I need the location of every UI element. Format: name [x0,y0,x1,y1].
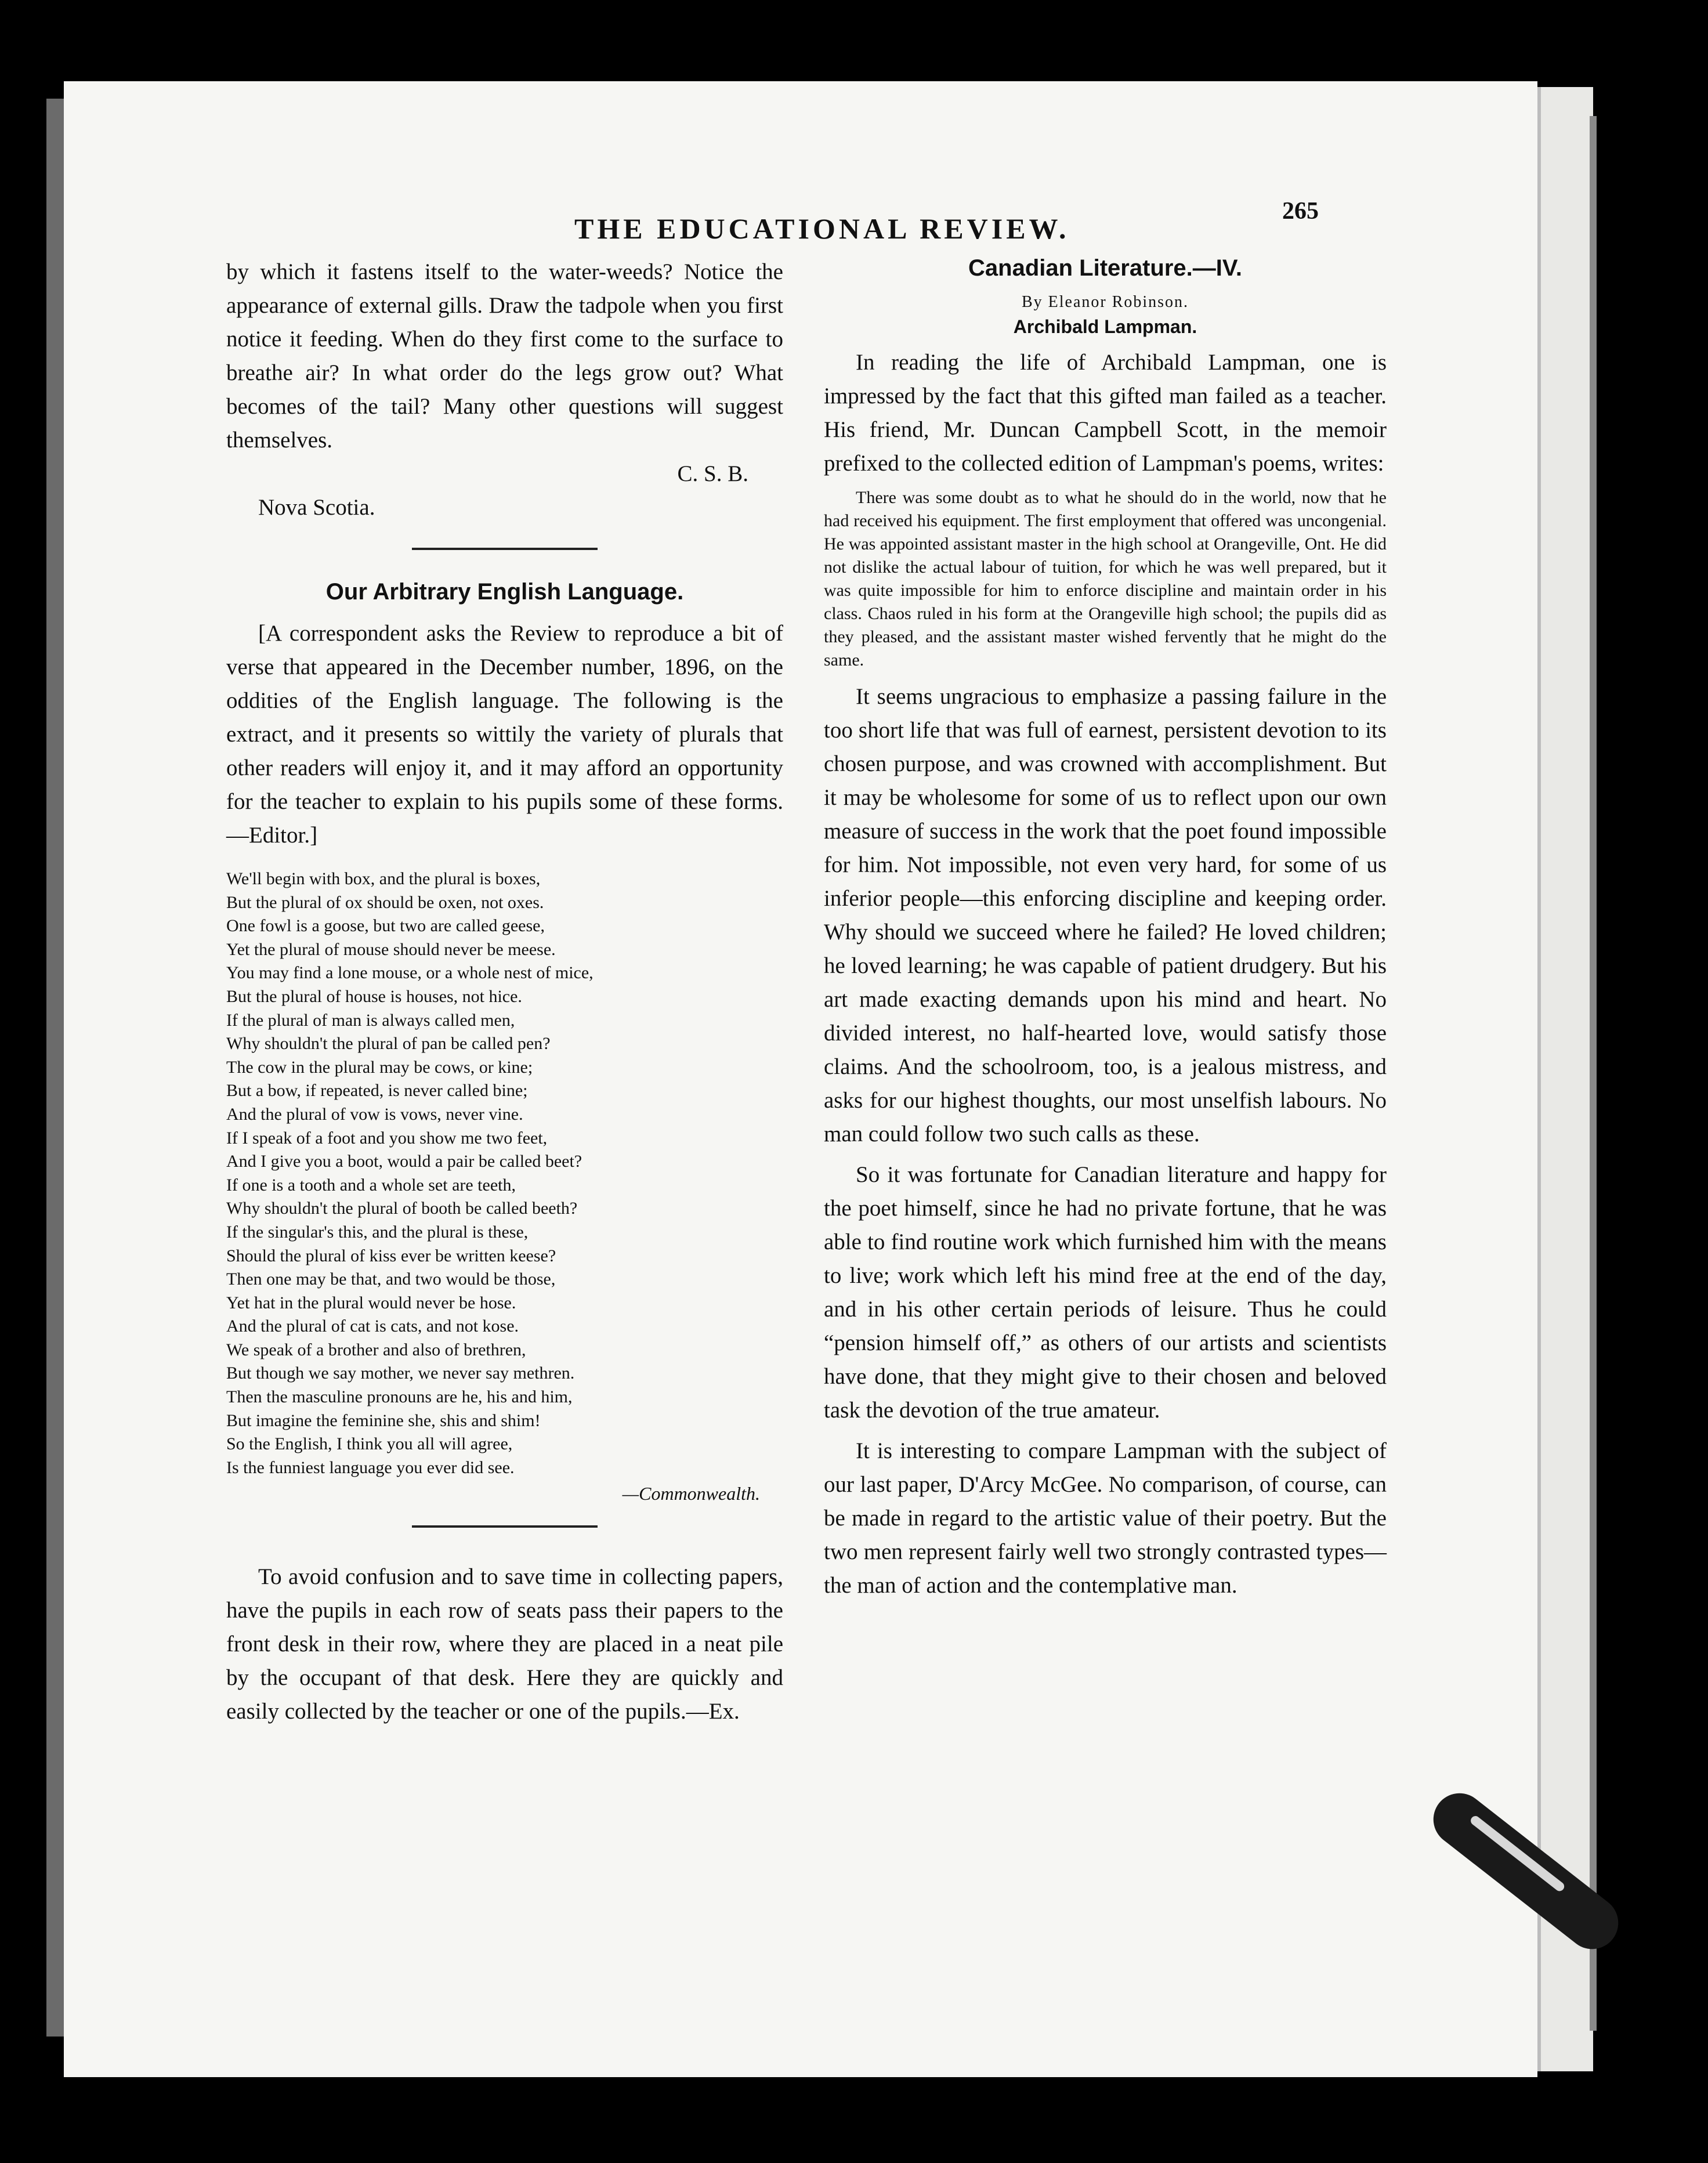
page-number: 265 [1282,198,1319,225]
poem-line: Is the funniest language you ever did see. [226,1457,515,1477]
byline: By Eleanor Robinson. [1021,293,1189,311]
article-title-canadian-literature: Canadian Literature.—IV. [968,255,1242,281]
poem-line: But though we say mother, we never say methren. [226,1363,575,1383]
paragraph-1: In reading the life of Archibald Lampman, one is impressed by the fact that this gifted man failed as a teacher. His friend, Mr. Duncan Campbell Scott, in the memoir prefixed to the collected edition of Lampman's poems, writes: [824,350,1387,476]
poem [226,867,783,1480]
poem-line: Then one may be that, and two would be those, [226,1269,556,1289]
editor-note: [A correspondent asks the Review to reproduce a bit of verse that appeared in the December number, 1896, on the oddities of the English language. The following is the extract, and it presents so wittily the variety of plurals that other readers will enjoy it, and it may afford an opportunity for the teacher to explain to his pupils some of these forms. —Editor.] [226,621,783,848]
signature: C. S. B. [677,461,748,486]
poem-line: Should the plural of kiss ever be written keese? [226,1246,556,1265]
poem-line: If the singular's this, and the plural is these, [226,1222,529,1242]
article-subtitle: Archibald Lampman. [1013,316,1197,337]
poem-line: Yet the plural of mouse should never be meese. [226,939,556,959]
poem-line: Why shouldn't the plural of booth be called beeth? [226,1199,578,1218]
poem-line: The cow in the plural may be cows, or kine; [226,1057,533,1077]
poem-line: But a bow, if repeated, is never called bine; [226,1081,528,1101]
poem-line: We'll begin with box, and the plural is boxes, [226,869,541,888]
section-divider [412,548,598,550]
article-title-english-language: Our Arbitrary English Language. [325,579,684,605]
poem-line: Then the masculine pronouns are he, his and him, [226,1387,573,1407]
poem-line: But the plural of ox should be oxen, not oxes. [226,892,544,912]
poem-line: If the plural of man is always called men, [226,1010,515,1030]
left-column [226,255,783,1728]
poem-line: But imagine the feminine she, shis and shim! [226,1410,541,1430]
poem-line: And I give you a boot, would a pair be called beet? [226,1152,582,1171]
paragraph-2: It seems ungracious to emphasize a passing failure in the too short life that was full of earnest, persistent devotion to its chosen purpose, and was crowned with accomplishment. But it may be wholesome for some of us to reflect upon our own measure of success in the work that the poet found impossible for him. Not impossible, not even very hard, for some of us inferior people—this enforcing discipline and keeping order. Why should we succeed where he failed? He loved children; he loved learning; he was capable of patient drudgery. But his art made exacting demands upon his mind and heart. No divided interest, no half-hearted love, would satisfy those claims. And the schoolroom, too, is a jealous mistress, and asks for our highest thoughts, our most unselfish labours. No man could follow two such calls as these. [824,684,1387,1146]
poem-line: Why shouldn't the plural of pan be called pen? [226,1034,551,1054]
poem-line: If one is a tooth and a whole set are teeth, [226,1175,516,1195]
paragraph-4: It is interesting to compare Lampman with the subject of our last paper, D'Arcy McGee. No comparison, of course, can be made in regard to the artistic value of their poetry. But the two men represent fairly well two strongly contrasted types—the man of action and the contemplative man. [824,1438,1387,1598]
paragraph-3: So it was fortunate for Canadian literature and happy for the poet himself, since he had no private fortune, that he was able to find routine work which furnished him with the means to live; work which left his mind free at the end of the day, and in his other certain periods of leisure. Thus he could “pension himself off,” as others of our artists and scientists have done, that they might give to their chosen and beloved task the devotion of the true amateur. [824,1162,1387,1423]
poem-line: And the plural of vow is vows, never vine. [226,1104,523,1124]
poem-line: One fowl is a goose, but two are called geese, [226,916,545,936]
poem-line: We speak of a brother and also of brethren, [226,1340,526,1359]
block-quote: There was some doubt as to what he should do in the world, now that he had received his equipment. The first employment that offered was uncongenial. He was appointed assistant master in the high school at Orangeville, Ont. He did not dislike the actual labour of tuition, for which he was well prepared, but it was quite impossible for him to enforce discipline and maintain order in his class. Chaos ruled in his form at the Orangeville high school; the pupils did as they pleased, and the assistant master wished fervently that he might do the same. [824,488,1387,670]
collecting-papers-paragraph: To avoid confusion and to save time in collecting papers, have the pupils in each row of seats pass their papers to the front desk in their row, where they are placed in a neat pile by the occupant of that desk. Here they are quickly and easily collected by the teacher or one of the pupils.—Ex. [226,1564,783,1724]
right-page-edge [1590,116,1597,2031]
poem-line: If I speak of a foot and you show me two feet, [226,1128,548,1148]
tadpole-paragraph: by which it fastens itself to the water-weeds? Notice the appearance of external gills. Draw the tadpole when you first notice it feeding. When do they first come to the surface to breathe air? In what order do the legs grow out? What becomes of the tail? Many other questions will suggest themselves. [226,259,783,453]
poem-line: You may find a lone mouse, or a whole nest of mice, [226,963,594,983]
poem-line: And the plural of cat is cats, and not kose. [226,1316,519,1336]
poem-line: So the English, I think you all will agree, [226,1434,513,1454]
location-line: Nova Scotia. [258,495,375,520]
section-divider [412,1525,598,1528]
right-column [824,255,1387,1603]
poem-line: Yet hat in the plural would never be hose. [226,1293,516,1312]
running-header: THE EDUCATIONAL REVIEW. [574,212,1070,245]
poem-attribution: —Commonwealth. [622,1483,760,1504]
right-page-strip [1537,87,1593,2071]
poem-line: But the plural of house is houses, not hice. [226,986,522,1006]
